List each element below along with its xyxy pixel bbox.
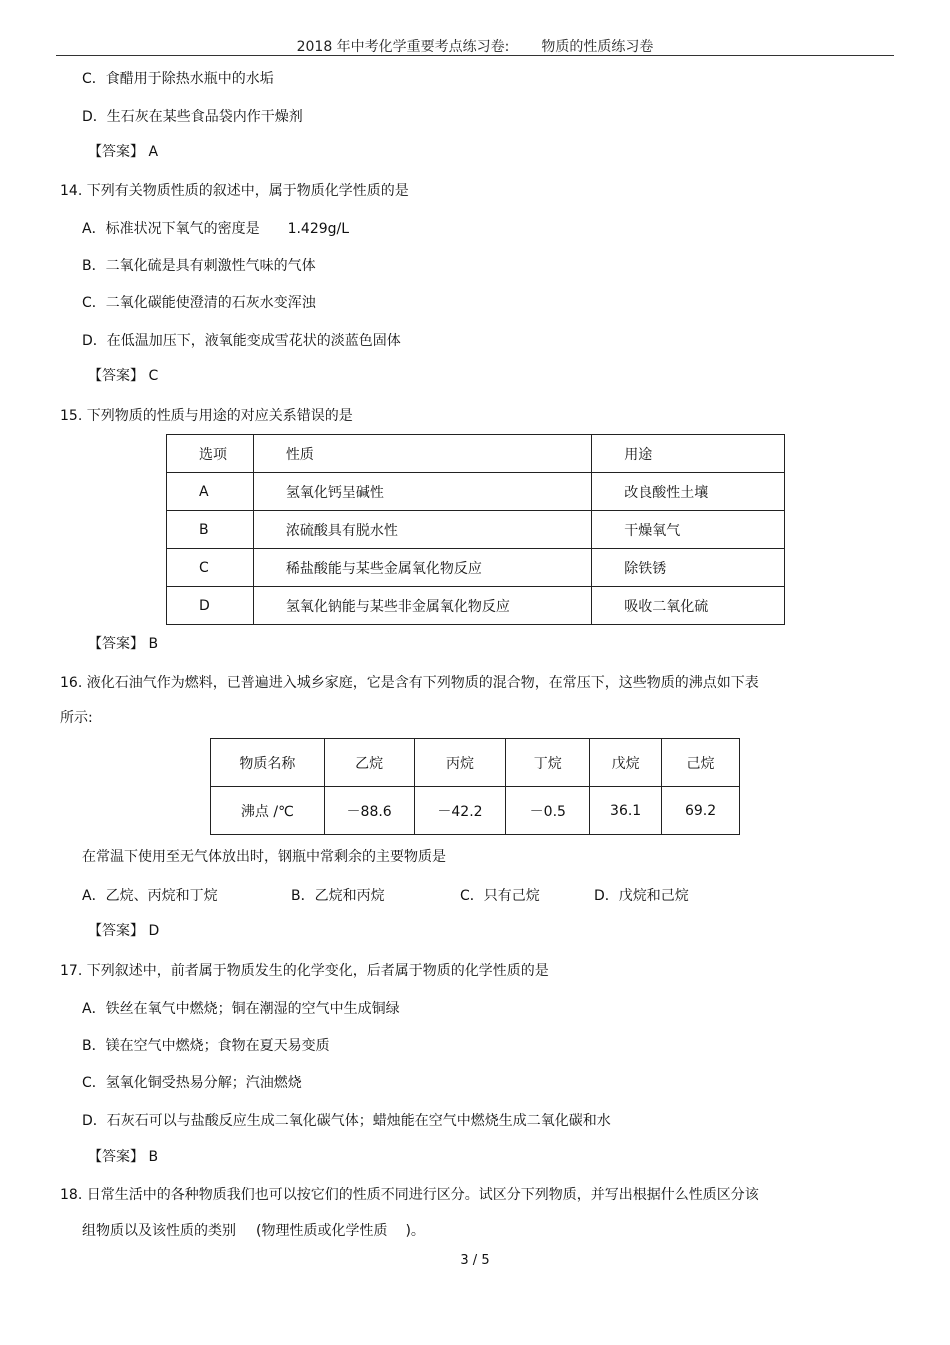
q15-answer: 【答案】 B — [88, 636, 159, 652]
q14-option-a-text: A．标准状况下氧气的密度是 — [82, 221, 260, 237]
table-cell: 稀盐酸能与某些金属氧化物反应 — [253, 549, 591, 587]
q15-stem: 15. 下列物质的性质与用途的对应关系错误的是 — [60, 408, 353, 424]
q14-stem: 14. 下列有关物质性质的叙述中，属于物质化学性质的是 — [60, 183, 409, 199]
q17-option-a: A．铁丝在氧气中燃烧；铜在潮湿的空气中生成铜绿 — [82, 1001, 400, 1017]
q13-answer: 【答案】 A — [88, 144, 159, 160]
table-cell: 戊烷 — [590, 739, 662, 787]
table-row — [167, 587, 785, 625]
q16-stem: 16. 液化石油气作为燃料，已普遍进入城乡家庭，它是含有下列物质的混合物，在常压下，这些物质的沸点如下表 — [60, 675, 759, 691]
q17-answer: 【答案】 B — [88, 1149, 159, 1165]
q18-stem-continued — [82, 1222, 425, 1240]
table-row — [167, 549, 785, 587]
table-header-row — [167, 435, 785, 473]
table-cell: 用途 — [592, 435, 785, 473]
table-cell: 丙烷 — [414, 739, 506, 787]
table-cell: D — [167, 587, 254, 625]
table-cell: 乙烷 — [324, 739, 414, 787]
header-title-left: 2018 年中考化学重要考点练习卷: — [296, 39, 510, 55]
q17-option-d: D．石灰石可以与盐酸反应生成二氧化碳气体；蜡烛能在空气中燃烧生成二氧化碳和水 — [82, 1113, 611, 1129]
q16-option-c: C．只有己烷 — [460, 888, 540, 904]
q16-question: 在常温下使用至无气体放出时，钢瓶中常剩余的主要物质是 — [82, 849, 446, 865]
q16-option-d: D．戊烷和己烷 — [594, 888, 689, 904]
q14-option-d: D．在低温加压下，液氧能变成雪花状的淡蓝色固体 — [82, 333, 401, 349]
q17-option-b: B．镁在空气中燃烧；食物在夏天易变质 — [82, 1038, 330, 1054]
q16-stem-continued: 所示: — [60, 710, 93, 726]
table-cell: 改良酸性土壤 — [592, 473, 785, 511]
header-rule — [56, 55, 894, 56]
q16-answer: 【答案】 D — [88, 923, 160, 939]
table-cell: 氢氧化钠能与某些非金属氧化物反应 — [253, 587, 591, 625]
page-number: 3 / 5 — [460, 1253, 490, 1268]
table-cell: 己烷 — [662, 739, 740, 787]
q18-stem-part: 组物质以及该性质的类别 — [82, 1223, 236, 1239]
q14-answer: 【答案】 C — [88, 368, 159, 384]
table-cell: 氢氧化钙呈碱性 — [253, 473, 591, 511]
q16-table — [210, 738, 740, 835]
table-row — [167, 473, 785, 511]
q14-option-a — [82, 220, 349, 238]
table-cell: 选项 — [167, 435, 254, 473]
q16-option-b: B．乙烷和丙烷 — [291, 888, 385, 904]
table-cell: C — [167, 549, 254, 587]
table-cell: 丁烷 — [506, 739, 590, 787]
table-cell: －88.6 — [324, 787, 414, 835]
q13-option-c: C．食醋用于除热水瓶中的水垢 — [82, 71, 274, 87]
table-cell: 69.2 — [662, 787, 740, 835]
q15-table — [166, 434, 785, 625]
table-cell: 干燥氧气 — [592, 511, 785, 549]
table-cell: 浓硫酸具有脱水性 — [253, 511, 591, 549]
table-cell: 吸收二氧化硫 — [592, 587, 785, 625]
q14-option-a-value: 1.429g/L — [287, 221, 350, 237]
header-title-right: 物质的性质练习卷 — [541, 39, 654, 55]
q14-option-c: C．二氧化碳能使澄清的石灰水变浑浊 — [82, 295, 316, 311]
q18-stem-part: (物理性质或化学性质 — [256, 1223, 388, 1239]
table-cell: B — [167, 511, 254, 549]
table-cell: 物质名称 — [211, 739, 325, 787]
q17-stem: 17. 下列叙述中，前者属于物质发生的化学变化，后者属于物质的化学性质的是 — [60, 963, 549, 979]
q18-stem-part: )。 — [405, 1223, 425, 1239]
table-cell: A — [167, 473, 254, 511]
table-row — [211, 787, 740, 835]
table-cell: －0.5 — [506, 787, 590, 835]
q13-option-d: D．生石灰在某些食品袋内作干燥剂 — [82, 109, 303, 125]
q16-option-a: A．乙烷、丙烷和丁烷 — [82, 888, 218, 904]
q17-option-c: C．氢氧化铜受热易分解；汽油燃烧 — [82, 1075, 302, 1091]
q14-option-b: B．二氧化硫是具有刺激性气味的气体 — [82, 258, 316, 274]
table-cell: －42.2 — [414, 787, 506, 835]
table-cell: 沸点 /℃ — [211, 787, 325, 835]
table-cell: 除铁锈 — [592, 549, 785, 587]
table-header-row — [211, 739, 740, 787]
page-header — [56, 36, 894, 56]
table-row — [167, 511, 785, 549]
table-cell: 36.1 — [590, 787, 662, 835]
q18-stem: 18. 日常生活中的各种物质我们也可以按它们的性质不同进行区分。试区分下列物质，并写出根据什么性质区分该 — [60, 1187, 759, 1203]
table-cell: 性质 — [253, 435, 591, 473]
